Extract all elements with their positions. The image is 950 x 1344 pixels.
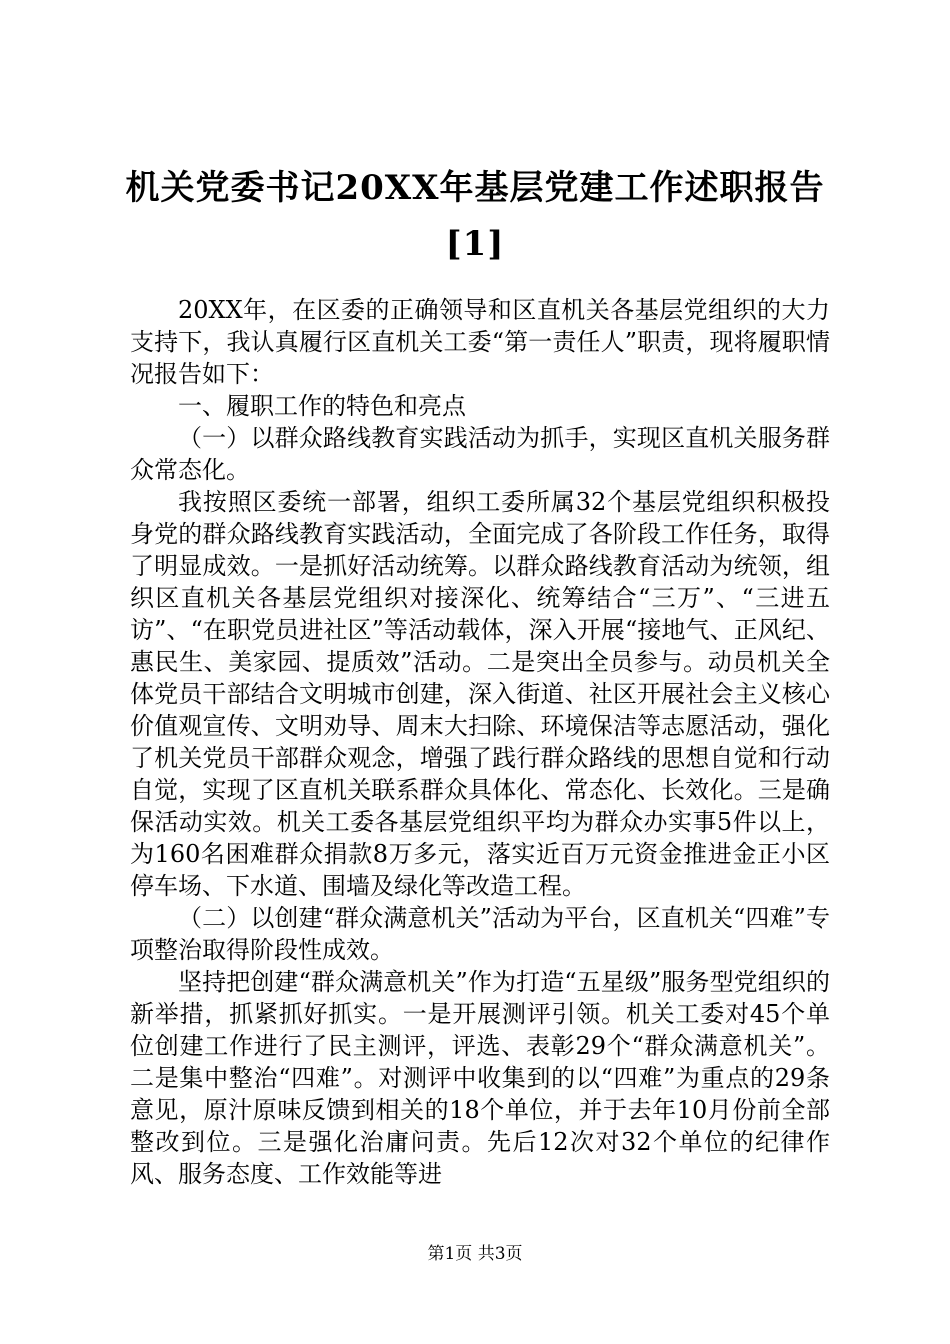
- page-footer: 第1页 共3页: [427, 1244, 523, 1264]
- subsection-heading-1: （一）以群众路线教育实践活动为抓手，实现区直机关服务群众常态化。: [130, 424, 830, 484]
- document-body: [130, 294, 830, 1190]
- subsection-heading-2: （二）以创建“群众满意机关”活动为平台，区直机关“四难”专项整治取得阶段性成效。: [130, 904, 830, 964]
- intro-paragraph: 20XX年，在区委的正确领导和区直机关各基层党组织的大力支持下，我认真履行区直机关工委“第一责任人”职责，现将履职情况报告如下：: [130, 296, 830, 388]
- section-heading: 一、履职工作的特色和亮点: [178, 392, 466, 420]
- document-title: 机关党委书记20XX年基层党建工作述职报告[1]: [125, 168, 825, 264]
- body-paragraph-2: 坚持把创建“群众满意机关”作为打造“五星级”服务型党组织的新举措，抓紧抓好抓实。一是开展测评引领。机关工委对45个单位创建工作进行了民主测评，评选、表彰29个“群众满意机关”。二是集中整治“四难”。对测评中收集到的以“四难”为重点的29条意见，原汁原味反馈到相关的18个单位，并于去年10月份前全部整改到位。三是强化治庸问责。先后12次对32个单位的纪律作风、服务态度、工作效能等进: [130, 968, 830, 1188]
- body-paragraph-1: 我按照区委统一部署，组织工委所属32个基层党组织积极投身党的群众路线教育实践活动，全面完成了各阶段工作任务，取得了明显成效。一是抓好活动统筹。以群众路线教育活动为统领，组织区直机关各基层党组织对接深化、统筹结合“三万”、“三进五访”、“在职党员进社区”等活动载体，深入开展“接地气、正风纪、惠民生、美家园、提质效”活动。二是突出全员参与。动员机关全体党员干部结合文明城市创建，深入街道、社区开展社会主义核心价值观宣传、文明劝导、周末大扫除、环境保洁等志愿活动，强化了机关党员干部群众观念，增强了践行群众路线的思想自觉和行动自觉，实现了区直机关联系群众具体化、常态化、长效化。三是确保活动实效。机关工委各基层党组织平均为群众办实事5件以上，为160名困难群众捐款8万多元，落实近百万元资金推进金正小区停车场、下水道、围墙及绿化等改造工程。: [130, 488, 830, 900]
